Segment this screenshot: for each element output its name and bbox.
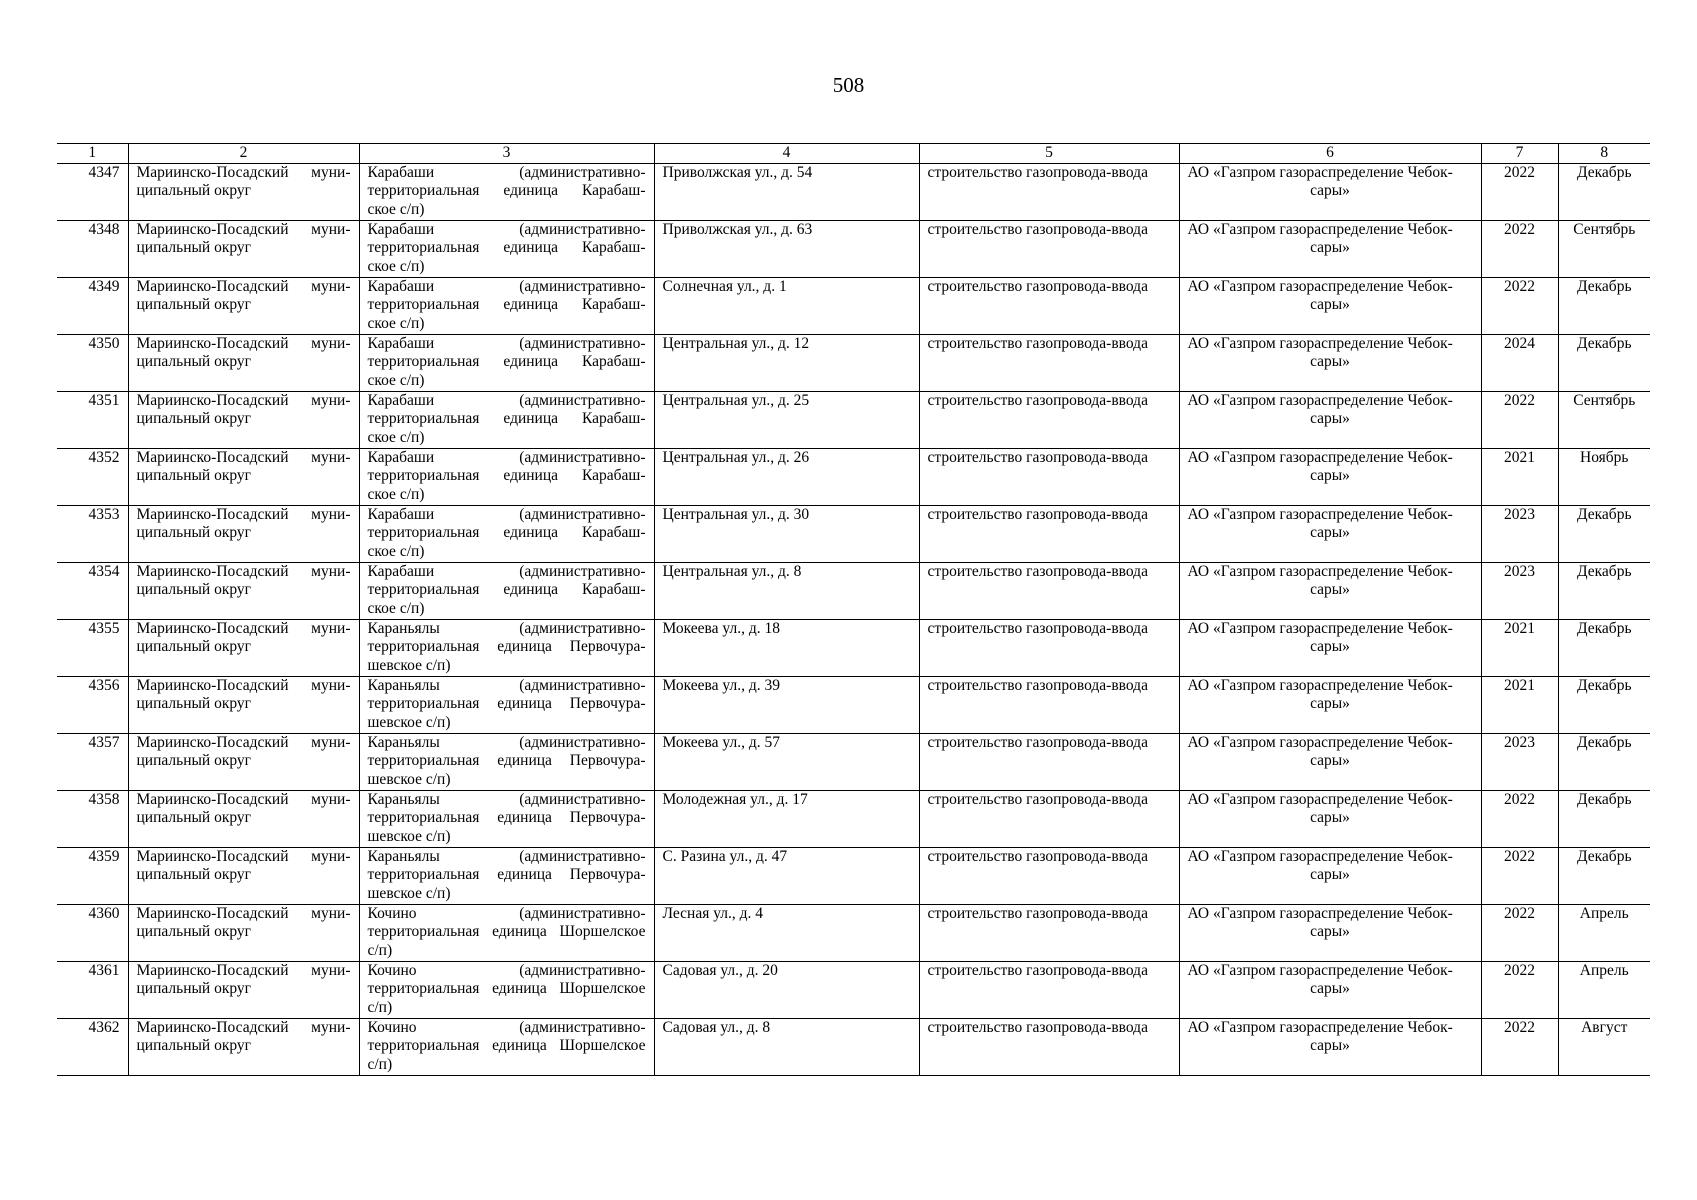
work-type-cell: строительство газопровода-ввода — [919, 733, 1179, 790]
cell-line: ское с/п) — [367, 314, 425, 332]
month-cell: Декабрь — [1558, 163, 1650, 220]
cell-line: АО «Газпром газораспределение Чебок- — [1187, 562, 1453, 580]
address-cell: Центральная ул., д. 26 — [654, 448, 919, 505]
table-row — [57, 277, 1650, 334]
year-cell: 2022 — [1481, 790, 1558, 847]
cell-line: территориальная единица Первочура- — [367, 695, 646, 712]
organization-cell — [1179, 277, 1481, 334]
municipality-cell — [128, 448, 359, 505]
year-cell: 2022 — [1481, 904, 1558, 961]
cell-line: ципальный округ — [136, 866, 252, 883]
work-type-cell: строительство газопровода-ввода — [919, 619, 1179, 676]
address-cell: Солнечная ул., д. 1 — [654, 277, 919, 334]
cell-line: АО «Газпром газораспределение Чебок- — [1187, 904, 1453, 922]
cell-line: сары» — [1310, 923, 1350, 940]
organization-cell — [1179, 904, 1481, 961]
cell-line: АО «Газпром газораспределение Чебок- — [1187, 733, 1453, 751]
cell-line: ципальный округ — [136, 638, 252, 655]
cell-line: АО «Газпром газораспределение Чебок- — [1187, 391, 1453, 409]
work-type-cell: строительство газопровода-ввода — [919, 220, 1179, 277]
cell-line: сары» — [1310, 809, 1350, 826]
municipality-cell — [128, 163, 359, 220]
locality-cell — [359, 847, 654, 904]
cell-line: Мариинско-Посадский муни- — [136, 961, 351, 979]
cell-line: сары» — [1310, 752, 1350, 769]
locality-cell — [359, 334, 654, 391]
month-cell: Декабрь — [1558, 847, 1650, 904]
municipality-cell — [128, 334, 359, 391]
cell-line: ское с/п) — [367, 485, 425, 503]
cell-line: ское с/п) — [367, 428, 425, 446]
work-type-cell: строительство газопровода-ввода — [919, 904, 1179, 961]
cell-line: ципальный округ — [136, 353, 252, 370]
cell-line: ципальный округ — [136, 182, 252, 199]
cell-line: сары» — [1310, 638, 1350, 655]
cell-line: сары» — [1310, 410, 1350, 427]
locality-cell — [359, 676, 654, 733]
table-row — [57, 676, 1650, 733]
work-type-cell: строительство газопровода-ввода — [919, 676, 1179, 733]
cell-line: сары» — [1310, 467, 1350, 484]
cell-line: АО «Газпром газораспределение Чебок- — [1187, 220, 1453, 238]
work-type-cell: строительство газопровода-ввода — [919, 391, 1179, 448]
table-row — [57, 619, 1650, 676]
work-type-cell: строительство газопровода-ввода — [919, 847, 1179, 904]
column-header: 7 — [1481, 144, 1558, 164]
month-cell: Сентябрь — [1558, 220, 1650, 277]
cell-line: ципальный округ — [136, 752, 252, 769]
locality-cell — [359, 277, 654, 334]
row-number-cell: 4355 — [57, 619, 128, 676]
year-cell: 2022 — [1481, 961, 1558, 1018]
cell-line: территориальная единица Карабаш- — [367, 524, 646, 541]
cell-line: АО «Газпром газораспределение Чебок- — [1187, 676, 1453, 694]
cell-line: сары» — [1310, 239, 1350, 256]
address-cell: Лесная ул., д. 4 — [654, 904, 919, 961]
locality-cell — [359, 961, 654, 1018]
cell-line: Мариинско-Посадский муни- — [136, 163, 351, 181]
column-header: 5 — [919, 144, 1179, 164]
organization-cell — [1179, 619, 1481, 676]
cell-line: Карабаши (административно- — [367, 334, 646, 352]
cell-line: Мариинско-Посадский муни- — [136, 334, 351, 352]
locality-cell — [359, 448, 654, 505]
row-number-cell: 4359 — [57, 847, 128, 904]
cell-line: сары» — [1310, 296, 1350, 313]
address-cell: Приволжская ул., д. 54 — [654, 163, 919, 220]
cell-line: АО «Газпром газораспределение Чебок- — [1187, 448, 1453, 466]
cell-line: ципальный округ — [136, 296, 252, 313]
address-cell: Мокеева ул., д. 57 — [654, 733, 919, 790]
work-type-cell: строительство газопровода-ввода — [919, 961, 1179, 1018]
table-row — [57, 961, 1650, 1018]
address-cell: Центральная ул., д. 30 — [654, 505, 919, 562]
cell-line: ципальный округ — [136, 809, 252, 826]
column-header: 6 — [1179, 144, 1481, 164]
cell-line: Карабаши (административно- — [367, 163, 646, 181]
organization-cell — [1179, 961, 1481, 1018]
month-cell: Декабрь — [1558, 619, 1650, 676]
cell-line: ципальный округ — [136, 1037, 252, 1054]
gas-connection-table — [57, 143, 1650, 1076]
organization-cell — [1179, 790, 1481, 847]
cell-line: АО «Газпром газораспределение Чебок- — [1187, 505, 1453, 523]
locality-cell — [359, 904, 654, 961]
organization-cell — [1179, 334, 1481, 391]
table-row — [57, 904, 1650, 961]
month-cell: Декабрь — [1558, 334, 1650, 391]
cell-line: АО «Газпром газораспределение Чебок- — [1187, 847, 1453, 865]
municipality-cell — [128, 847, 359, 904]
cell-line: Кочино (административно- — [367, 1018, 646, 1036]
cell-line: Мариинско-Посадский муни- — [136, 505, 351, 523]
month-cell: Декабрь — [1558, 676, 1650, 733]
address-cell: Приволжская ул., д. 63 — [654, 220, 919, 277]
cell-line: шевское с/п) — [367, 770, 451, 788]
cell-line: сары» — [1310, 1037, 1350, 1054]
cell-line: Мариинско-Посадский муни- — [136, 676, 351, 694]
cell-line: Мариинско-Посадский муни- — [136, 448, 351, 466]
cell-line: АО «Газпром газораспределение Чебок- — [1187, 961, 1453, 979]
year-cell: 2021 — [1481, 448, 1558, 505]
address-cell: Молодежная ул., д. 17 — [654, 790, 919, 847]
month-cell: Декабрь — [1558, 790, 1650, 847]
organization-cell — [1179, 1018, 1481, 1075]
month-cell: Сентябрь — [1558, 391, 1650, 448]
row-number-cell: 4350 — [57, 334, 128, 391]
locality-cell — [359, 163, 654, 220]
table-row — [57, 334, 1650, 391]
locality-cell — [359, 220, 654, 277]
column-number-row — [57, 144, 1650, 164]
cell-line: АО «Газпром газораспределение Чебок- — [1187, 334, 1453, 352]
municipality-cell — [128, 505, 359, 562]
year-cell: 2024 — [1481, 334, 1558, 391]
cell-line: шевское с/п) — [367, 884, 451, 902]
locality-cell — [359, 790, 654, 847]
cell-line: шевское с/п) — [367, 656, 451, 674]
address-cell: С. Разина ул., д. 47 — [654, 847, 919, 904]
cell-line: Мариинско-Посадский муни- — [136, 220, 351, 238]
work-type-cell: строительство газопровода-ввода — [919, 1018, 1179, 1075]
page-number: 508 — [832, 73, 865, 97]
cell-line: Карабаши (административно- — [367, 220, 646, 238]
year-cell: 2022 — [1481, 391, 1558, 448]
month-cell: Ноябрь — [1558, 448, 1650, 505]
municipality-cell — [128, 790, 359, 847]
locality-cell — [359, 391, 654, 448]
year-cell: 2021 — [1481, 676, 1558, 733]
year-cell: 2022 — [1481, 847, 1558, 904]
organization-cell — [1179, 733, 1481, 790]
cell-line: ципальный округ — [136, 239, 252, 256]
cell-line: Мариинско-Посадский муни- — [136, 562, 351, 580]
cell-line: ципальный округ — [136, 467, 252, 484]
cell-line: сары» — [1310, 866, 1350, 883]
cell-line: Карабаши (административно- — [367, 391, 646, 409]
cell-line: Мариинско-Посадский муни- — [136, 1018, 351, 1036]
cell-line: территориальная единица Карабаш- — [367, 296, 646, 313]
municipality-cell — [128, 904, 359, 961]
cell-line: АО «Газпром газораспределение Чебок- — [1187, 790, 1453, 808]
cell-line: Мариинско-Посадский муни- — [136, 904, 351, 922]
cell-line: территориальная единица Карабаш- — [367, 239, 646, 256]
row-number-cell: 4354 — [57, 562, 128, 619]
table-row — [57, 733, 1650, 790]
cell-line: ципальный округ — [136, 581, 252, 598]
cell-line: с/п) — [367, 941, 393, 959]
row-number-cell: 4351 — [57, 391, 128, 448]
cell-line: территориальная единица Шоршелское — [367, 923, 646, 940]
cell-line: ское с/п) — [367, 200, 425, 218]
year-cell: 2022 — [1481, 1018, 1558, 1075]
address-cell: Садовая ул., д. 20 — [654, 961, 919, 1018]
address-cell: Садовая ул., д. 8 — [654, 1018, 919, 1075]
month-cell: Декабрь — [1558, 562, 1650, 619]
municipality-cell — [128, 961, 359, 1018]
table-row — [57, 163, 1650, 220]
cell-line: Караньялы (административно- — [367, 847, 646, 865]
cell-line: Карабаши (административно- — [367, 277, 646, 295]
cell-line: Мариинско-Посадский муни- — [136, 619, 351, 637]
cell-line: территориальная единица Первочура- — [367, 866, 646, 883]
organization-cell — [1179, 220, 1481, 277]
cell-line: Мариинско-Посадский муни- — [136, 277, 351, 295]
row-number-cell: 4352 — [57, 448, 128, 505]
cell-line: территориальная единица Карабаш- — [367, 581, 646, 598]
cell-line: с/п) — [367, 998, 393, 1016]
year-cell: 2023 — [1481, 505, 1558, 562]
cell-line: ципальный округ — [136, 980, 252, 997]
work-type-cell: строительство газопровода-ввода — [919, 562, 1179, 619]
cell-line: территориальная единица Шоршелское — [367, 980, 646, 997]
month-cell: Апрель — [1558, 904, 1650, 961]
table-row — [57, 790, 1650, 847]
column-header: 8 — [1558, 144, 1650, 164]
municipality-cell — [128, 391, 359, 448]
locality-cell — [359, 619, 654, 676]
cell-line: территориальная единица Первочура- — [367, 809, 646, 826]
municipality-cell — [128, 277, 359, 334]
column-header: 4 — [654, 144, 919, 164]
work-type-cell: строительство газопровода-ввода — [919, 163, 1179, 220]
table-row — [57, 448, 1650, 505]
cell-line: территориальная единица Карабаш- — [367, 410, 646, 427]
cell-line: ское с/п) — [367, 257, 425, 275]
municipality-cell — [128, 1018, 359, 1075]
year-cell: 2022 — [1481, 220, 1558, 277]
month-cell: Декабрь — [1558, 277, 1650, 334]
table-row — [57, 505, 1650, 562]
cell-line: Караньялы (административно- — [367, 619, 646, 637]
organization-cell — [1179, 163, 1481, 220]
row-number-cell: 4362 — [57, 1018, 128, 1075]
row-number-cell: 4356 — [57, 676, 128, 733]
column-header: 1 — [57, 144, 128, 164]
cell-line: ципальный округ — [136, 695, 252, 712]
table-row — [57, 220, 1650, 277]
municipality-cell — [128, 733, 359, 790]
cell-line: сары» — [1310, 182, 1350, 199]
cell-line: сары» — [1310, 353, 1350, 370]
cell-line: АО «Газпром газораспределение Чебок- — [1187, 277, 1453, 295]
cell-line: сары» — [1310, 695, 1350, 712]
organization-cell — [1179, 505, 1481, 562]
cell-line: территориальная единица Карабаш- — [367, 467, 646, 484]
cell-line: Караньялы (административно- — [367, 733, 646, 751]
year-cell: 2023 — [1481, 562, 1558, 619]
year-cell: 2023 — [1481, 733, 1558, 790]
municipality-cell — [128, 619, 359, 676]
row-number-cell: 4353 — [57, 505, 128, 562]
table-row — [57, 391, 1650, 448]
cell-line: шевское с/п) — [367, 827, 451, 845]
cell-line: ское с/п) — [367, 371, 425, 389]
address-cell: Центральная ул., д. 8 — [654, 562, 919, 619]
locality-cell — [359, 733, 654, 790]
address-cell: Центральная ул., д. 25 — [654, 391, 919, 448]
cell-line: Карабаши (административно- — [367, 505, 646, 523]
locality-cell — [359, 562, 654, 619]
address-cell: Центральная ул., д. 12 — [654, 334, 919, 391]
year-cell: 2022 — [1481, 277, 1558, 334]
cell-line: ципальный округ — [136, 410, 252, 427]
work-type-cell: строительство газопровода-ввода — [919, 790, 1179, 847]
organization-cell — [1179, 562, 1481, 619]
table-row — [57, 847, 1650, 904]
cell-line: сары» — [1310, 524, 1350, 541]
cell-line: территориальная единица Первочура- — [367, 752, 646, 769]
row-number-cell: 4358 — [57, 790, 128, 847]
cell-line: Мариинско-Посадский муни- — [136, 391, 351, 409]
cell-line: Карабаши (административно- — [367, 562, 646, 580]
municipality-cell — [128, 220, 359, 277]
cell-line: ское с/п) — [367, 599, 425, 617]
row-number-cell: 4361 — [57, 961, 128, 1018]
address-cell: Мокеева ул., д. 39 — [654, 676, 919, 733]
cell-line: ское с/п) — [367, 542, 425, 560]
cell-line: сары» — [1310, 980, 1350, 997]
cell-line: Кочино (административно- — [367, 904, 646, 922]
cell-line: территориальная единица Первочура- — [367, 638, 646, 655]
cell-line: ципальный округ — [136, 923, 252, 940]
work-type-cell: строительство газопровода-ввода — [919, 334, 1179, 391]
organization-cell — [1179, 847, 1481, 904]
table-row — [57, 562, 1650, 619]
cell-line: Мариинско-Посадский муни- — [136, 790, 351, 808]
cell-line: Караньялы (административно- — [367, 790, 646, 808]
cell-line: сары» — [1310, 581, 1350, 598]
cell-line: ципальный округ — [136, 524, 252, 541]
address-cell: Мокеева ул., д. 18 — [654, 619, 919, 676]
row-number-cell: 4347 — [57, 163, 128, 220]
cell-line: с/п) — [367, 1055, 393, 1073]
month-cell: Декабрь — [1558, 733, 1650, 790]
column-header: 2 — [128, 144, 359, 164]
work-type-cell: строительство газопровода-ввода — [919, 277, 1179, 334]
locality-cell — [359, 1018, 654, 1075]
year-cell: 2022 — [1481, 163, 1558, 220]
cell-line: АО «Газпром газораспределение Чебок- — [1187, 619, 1453, 637]
cell-line: Мариинско-Посадский муни- — [136, 847, 351, 865]
cell-line: АО «Газпром газораспределение Чебок- — [1187, 1018, 1453, 1036]
row-number-cell: 4349 — [57, 277, 128, 334]
row-number-cell: 4360 — [57, 904, 128, 961]
cell-line: Мариинско-Посадский муни- — [136, 733, 351, 751]
month-cell: Декабрь — [1558, 505, 1650, 562]
column-header: 3 — [359, 144, 654, 164]
cell-line: территориальная единица Карабаш- — [367, 182, 646, 199]
work-type-cell: строительство газопровода-ввода — [919, 448, 1179, 505]
month-cell: Август — [1558, 1018, 1650, 1075]
cell-line: АО «Газпром газораспределение Чебок- — [1187, 163, 1453, 181]
year-cell: 2021 — [1481, 619, 1558, 676]
cell-line: Кочино (административно- — [367, 961, 646, 979]
row-number-cell: 4357 — [57, 733, 128, 790]
organization-cell — [1179, 448, 1481, 505]
cell-line: территориальная единица Карабаш- — [367, 353, 646, 370]
locality-cell — [359, 505, 654, 562]
organization-cell — [1179, 391, 1481, 448]
municipality-cell — [128, 676, 359, 733]
work-type-cell: строительство газопровода-ввода — [919, 505, 1179, 562]
cell-line: территориальная единица Шоршелское — [367, 1037, 646, 1054]
cell-line: Карабаши (административно- — [367, 448, 646, 466]
month-cell: Апрель — [1558, 961, 1650, 1018]
cell-line: шевское с/п) — [367, 713, 451, 731]
organization-cell — [1179, 676, 1481, 733]
row-number-cell: 4348 — [57, 220, 128, 277]
cell-line: Караньялы (административно- — [367, 676, 646, 694]
table-row — [57, 1018, 1650, 1075]
municipality-cell — [128, 562, 359, 619]
